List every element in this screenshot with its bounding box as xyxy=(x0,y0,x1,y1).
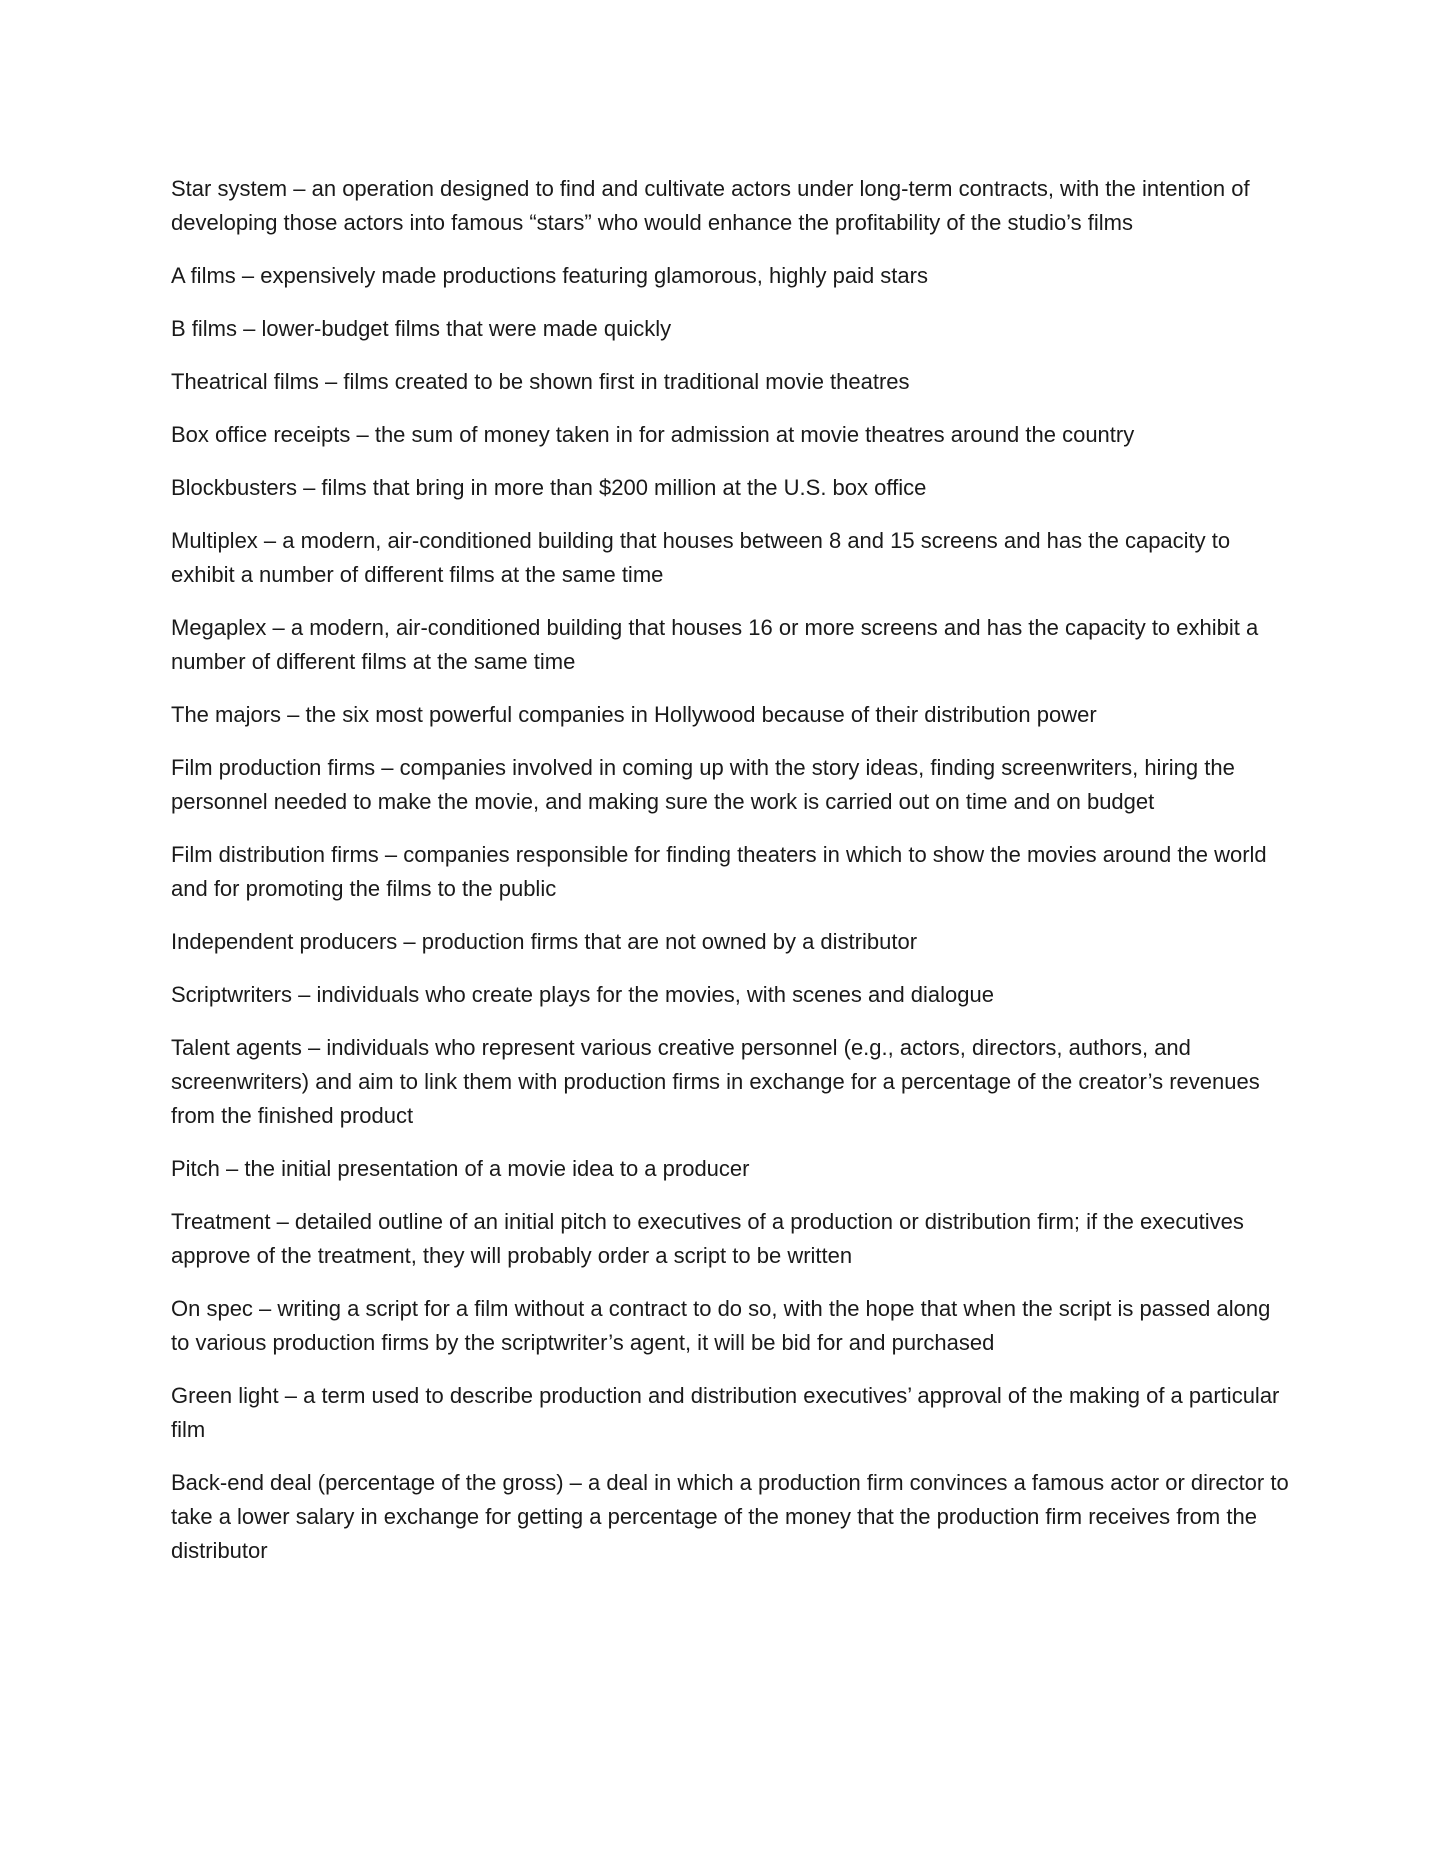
entry-term: Megaplex xyxy=(171,615,267,640)
entry-definition: films that bring in more than $200 million at the U.S. box office xyxy=(321,475,927,500)
entry-term: Talent agents xyxy=(171,1035,302,1060)
glossary-entry xyxy=(171,838,1291,906)
entry-term: Box office receipts xyxy=(171,422,351,447)
glossary-entry xyxy=(171,1152,1291,1186)
glossary-entry xyxy=(171,418,1291,452)
entry-separator: – xyxy=(563,1470,589,1495)
entry-term: On spec xyxy=(171,1296,253,1321)
entry-term: The majors xyxy=(171,702,282,727)
entry-definition: detailed outline of an initial pitch to executives of a production or distribution firm; if the executives approve of the treatment, they will probably order a script to be written xyxy=(171,1209,1244,1268)
entry-separator: – xyxy=(219,1156,245,1181)
entry-separator: – xyxy=(375,755,400,780)
glossary-entry xyxy=(171,1466,1291,1568)
entry-term: Treatment xyxy=(171,1209,271,1234)
entry-separator: – xyxy=(378,842,404,867)
entry-term: Star system xyxy=(171,176,288,201)
entry-definition: expensively made productions featuring glamorous, highly paid stars xyxy=(260,263,928,288)
entry-term: Theatrical films xyxy=(171,369,319,394)
glossary-entry xyxy=(171,1031,1291,1133)
entry-term: Scriptwriters xyxy=(171,982,293,1007)
entry-definition: lower-budget films that were made quickly xyxy=(261,316,672,341)
entry-definition: an operation designed to find and cultivate actors under long-term contracts, with the intention of developing those actors into famous “stars” who would enhance the profitability of the studio’s films xyxy=(171,176,1250,235)
entry-separator: – xyxy=(350,422,375,447)
entry-term: Multiplex xyxy=(171,528,258,553)
glossary-entry xyxy=(171,524,1291,592)
entry-separator: – xyxy=(235,263,261,288)
entry-term: Film distribution firms xyxy=(171,842,379,867)
glossary-entry xyxy=(171,365,1291,399)
entry-separator: – xyxy=(296,475,322,500)
entry-definition: a modern, air-conditioned building that houses 16 or more screens and has the capacity to exhibit a number of different films at the same time xyxy=(171,615,1259,674)
entry-separator: – xyxy=(318,369,344,394)
glossary-entry xyxy=(171,172,1291,240)
glossary-entry xyxy=(171,312,1291,346)
entry-term: Green light xyxy=(171,1383,279,1408)
glossary-entry xyxy=(171,259,1291,293)
entry-term: Pitch xyxy=(171,1156,220,1181)
entry-separator: – xyxy=(301,1035,327,1060)
entry-term: Film production firms xyxy=(171,755,376,780)
entry-definition: companies responsible for finding theaters in which to show the movies around the world and for promoting the films to the public xyxy=(171,842,1267,901)
entry-definition: the six most powerful companies in Hollywood because of their distribution power xyxy=(305,702,1097,727)
entry-definition: individuals who represent various creative personnel (e.g., actors, directors, authors, and screenwriters) and aim to link them with production firms in exchange for a percentage of the creator’s revenues from the finished product xyxy=(171,1035,1260,1128)
entry-definition: writing a script for a film without a contract to do so, with the hope that when the script is passed along to various production firms by the scriptwriter’s agent, it will be bid for and purchased xyxy=(171,1296,1271,1355)
glossary-entry xyxy=(171,471,1291,505)
glossary-entry xyxy=(171,1292,1291,1360)
entry-definition: production firms that are not owned by a distributor xyxy=(421,929,918,954)
entry-term: Back-end deal (percentage of the gross) xyxy=(171,1470,564,1495)
entry-definition: a term used to describe production and distribution executives’ approval of the making of a particular film xyxy=(171,1383,1280,1442)
entry-separator: – xyxy=(292,982,317,1007)
entry-definition: films created to be shown first in traditional movie theatres xyxy=(343,369,910,394)
entry-definition: the sum of money taken in for admission at movie theatres around the country xyxy=(374,422,1135,447)
entry-separator: – xyxy=(257,528,283,553)
glossary-entry xyxy=(171,698,1291,732)
entry-term: Blockbusters xyxy=(171,475,297,500)
glossary-entry xyxy=(171,1205,1291,1273)
glossary-entry xyxy=(171,611,1291,679)
entry-separator: – xyxy=(278,1383,304,1408)
entry-definition: a modern, air-conditioned building that houses between 8 and 15 screens and has the capacity to exhibit a number of different films at the same time xyxy=(171,528,1231,587)
entry-term: B films xyxy=(171,316,237,341)
glossary-entry xyxy=(171,925,1291,959)
entry-term: Independent producers xyxy=(171,929,398,954)
entry-definition: companies involved in coming up with the story ideas, finding screenwriters, hiring the personnel needed to make the movie, and making sure the work is carried out on time and on budget xyxy=(171,755,1235,814)
glossary-entry xyxy=(171,751,1291,819)
entry-separator: – xyxy=(287,176,312,201)
entry-definition: a deal in which a production firm convinces a famous actor or director to take a lower salary in exchange for getting a percentage of the money that the production firm receives from the distributor xyxy=(171,1470,1289,1563)
entry-definition: individuals who create plays for the movies, with scenes and dialogue xyxy=(316,982,994,1007)
glossary-entry xyxy=(171,978,1291,1012)
glossary-entry xyxy=(171,1379,1291,1447)
entry-term: A films xyxy=(171,263,236,288)
glossary-page xyxy=(171,172,1291,1587)
entry-separator: – xyxy=(270,1209,295,1234)
entry-separator: – xyxy=(237,316,262,341)
entry-separator: – xyxy=(281,702,306,727)
entry-separator: – xyxy=(397,929,422,954)
entry-separator: – xyxy=(252,1296,278,1321)
entry-definition: the initial presentation of a movie idea to a producer xyxy=(244,1156,750,1181)
entry-separator: – xyxy=(266,615,291,640)
